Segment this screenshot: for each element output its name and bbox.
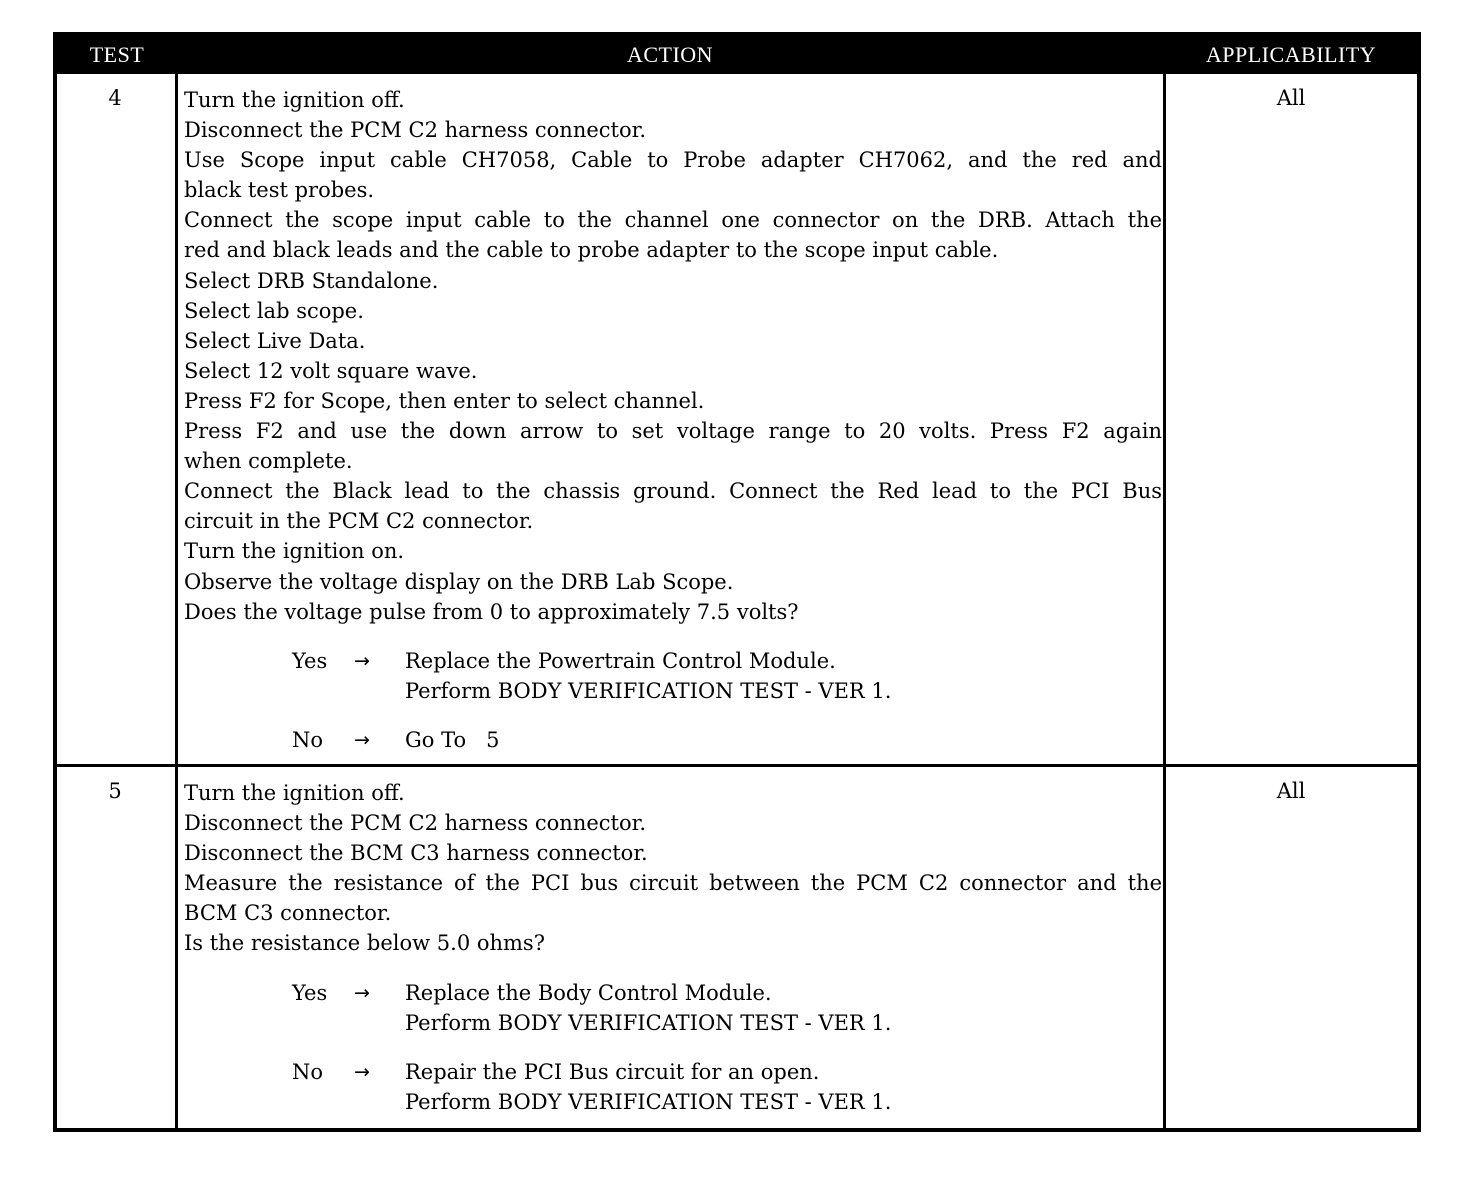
right-arrow-icon: → bbox=[354, 981, 370, 1004]
right-arrow-icon: → bbox=[354, 1060, 370, 1083]
test-number: 5 bbox=[108, 779, 122, 803]
action-step: Press F2 and use the down arrow to set voltage range to 20 volts. Press F2 again bbox=[184, 419, 1162, 444]
header-test: TEST bbox=[89, 42, 145, 67]
outcome-line: Replace the Body Control Module. bbox=[405, 980, 772, 1005]
table-header-row bbox=[57, 36, 1417, 74]
action-step: Measure the resistance of the PCI bus circuit between the PCM C2 connector and the bbox=[184, 871, 1162, 896]
outcome-result bbox=[405, 978, 1162, 1038]
action-step: Does the voltage pulse from 0 to approximately 7.5 volts? bbox=[184, 599, 799, 624]
action-step: Turn the ignition off. bbox=[184, 781, 405, 805]
action-step: Connect the Black lead to the chassis ground. Connect the Red lead to the PCI Bus bbox=[184, 479, 1162, 504]
action-step: Select DRB Standalone. bbox=[184, 268, 439, 293]
outcome-line: Go To 5 bbox=[405, 727, 500, 752]
outcome-line: Perform BODY VERIFICATION TEST - VER 1. bbox=[405, 1089, 892, 1114]
outcome-no bbox=[292, 725, 1162, 755]
outcome-line: Repair the PCI Bus circuit for an open. bbox=[405, 1059, 820, 1084]
outcome-result bbox=[405, 1057, 1162, 1117]
outcome-line: Perform BODY VERIFICATION TEST - VER 1. bbox=[405, 678, 892, 703]
column-divider-applicability bbox=[1163, 74, 1166, 1132]
applicability-value: All bbox=[1276, 86, 1306, 110]
outcome-line: Replace the Powertrain Control Module. bbox=[405, 648, 836, 673]
outcome-yes bbox=[292, 978, 1162, 1038]
diagnostic-table bbox=[53, 32, 1421, 1132]
outcome-answer: No bbox=[292, 727, 324, 752]
outcome-result bbox=[405, 646, 1162, 706]
outcome-no bbox=[292, 1057, 1162, 1117]
test-number: 4 bbox=[108, 86, 122, 110]
outcome-line: Perform BODY VERIFICATION TEST - VER 1. bbox=[405, 1010, 892, 1035]
outcome-answer: Yes bbox=[292, 980, 328, 1005]
column-divider-test bbox=[175, 74, 178, 1132]
action-step: Disconnect the BCM C3 harness connector. bbox=[184, 841, 648, 866]
action-step: Select lab scope. bbox=[184, 298, 364, 323]
action-step: Connect the scope input cable to the channel one connector on the DRB. Attach the bbox=[184, 208, 1162, 233]
outcome-answer: Yes bbox=[292, 648, 328, 673]
action-step: Turn the ignition off. bbox=[184, 88, 405, 112]
action-step: black test probes. bbox=[184, 178, 375, 203]
action-step: circuit in the PCM C2 connector. bbox=[184, 509, 534, 534]
applicability-value: All bbox=[1276, 779, 1306, 803]
outcome-result bbox=[405, 725, 1162, 755]
action-step: Observe the voltage display on the DRB Lab Scope. bbox=[184, 569, 734, 594]
action-step: Use Scope input cable CH7058, Cable to Probe adapter CH7062, and the red and bbox=[184, 148, 1162, 173]
action-step: Select Live Data. bbox=[184, 328, 366, 353]
header-applicability: APPLICABILITY bbox=[1205, 42, 1377, 67]
action-step: Select 12 volt square wave. bbox=[184, 358, 478, 383]
action-step: Turn the ignition on. bbox=[184, 539, 405, 564]
row-divider bbox=[57, 764, 1417, 767]
action-step: BCM C3 connector. bbox=[184, 901, 392, 926]
action-step: Press F2 for Scope, then enter to select channel. bbox=[184, 388, 705, 413]
header-action: ACTION bbox=[626, 42, 714, 67]
action-cell bbox=[184, 85, 1162, 755]
action-cell bbox=[184, 778, 1162, 1117]
outcome-yes bbox=[292, 646, 1162, 706]
right-arrow-icon: → bbox=[354, 728, 370, 751]
action-step: Is the resistance below 5.0 ohms? bbox=[184, 931, 545, 956]
action-step: when complete. bbox=[184, 449, 353, 474]
right-arrow-icon: → bbox=[354, 649, 370, 672]
action-step: red and black leads and the cable to probe adapter to the scope input cable. bbox=[184, 238, 999, 263]
action-step: Disconnect the PCM C2 harness connector. bbox=[184, 118, 647, 143]
action-step: Disconnect the PCM C2 harness connector. bbox=[184, 811, 647, 836]
outcome-answer: No bbox=[292, 1059, 324, 1084]
